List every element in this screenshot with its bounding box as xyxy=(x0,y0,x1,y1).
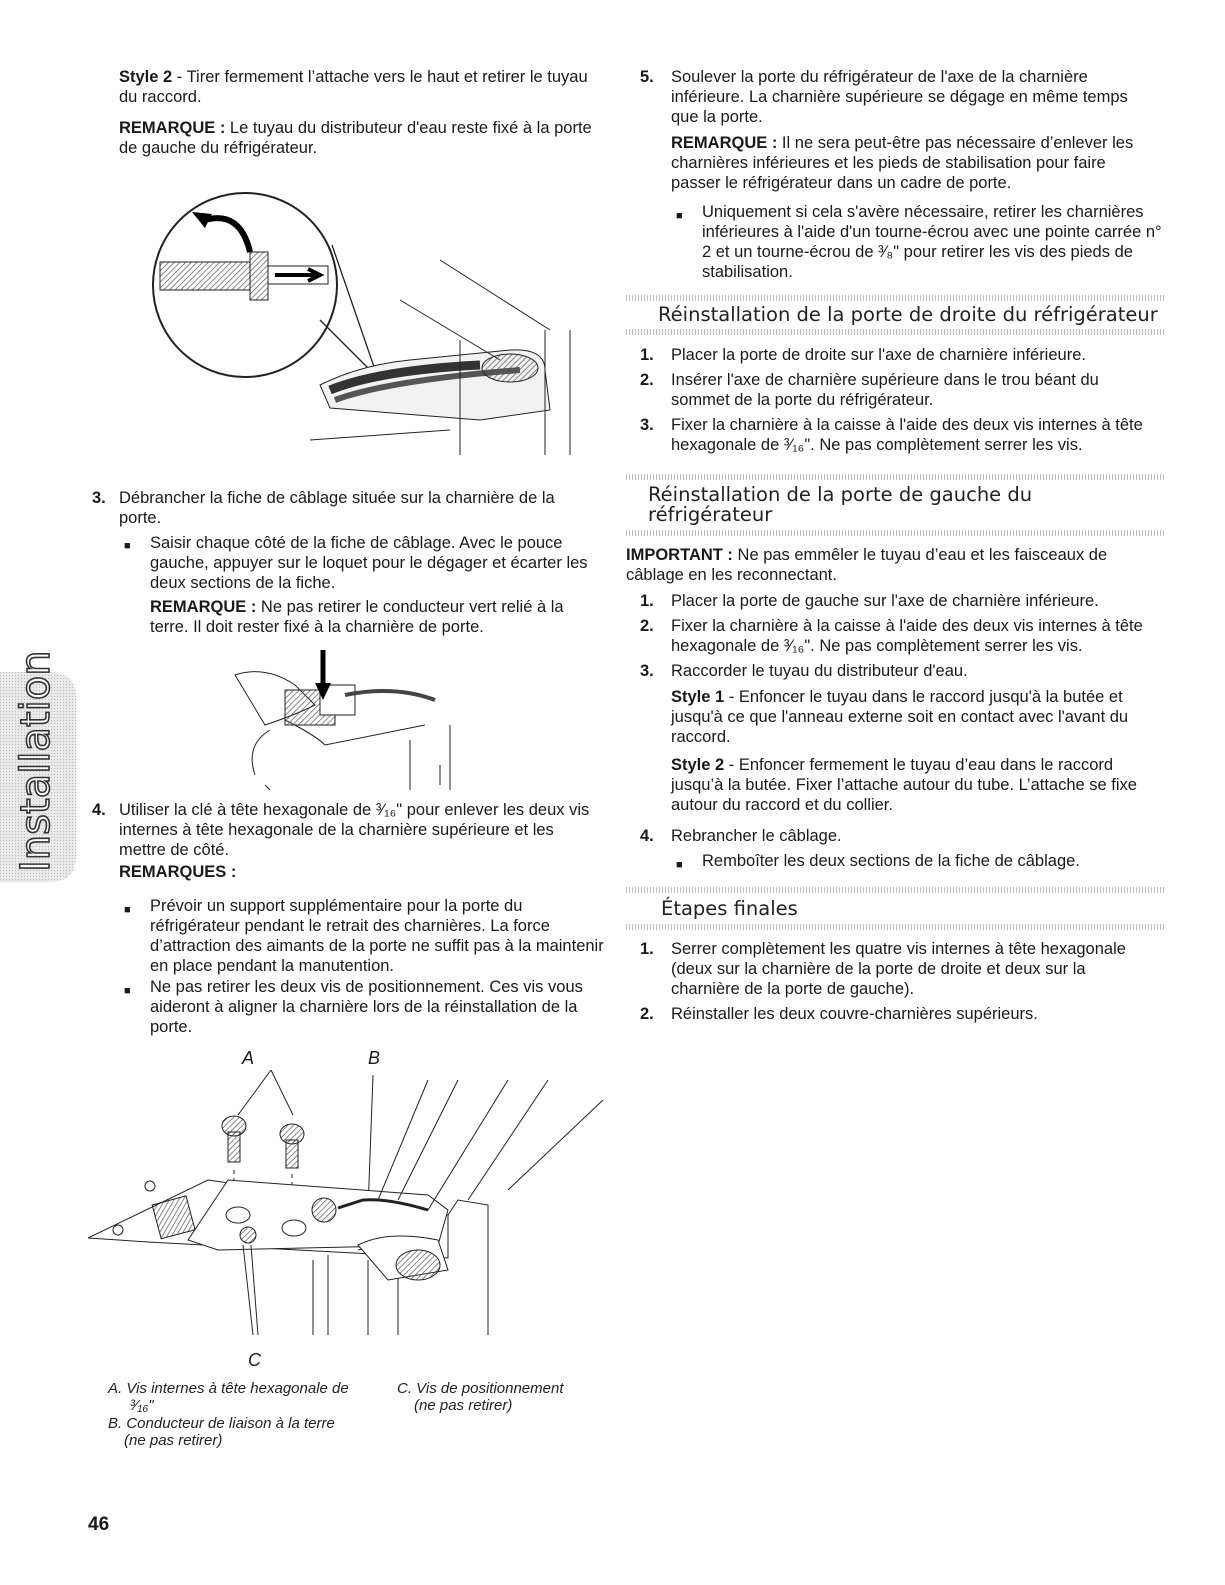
remark-bullet-screws: Ne pas retirer les deux vis de positionnement. Ces vis vous aideront à aligner la charnière lors de la réinstallation de la porte. xyxy=(150,978,583,1036)
page-number: 46 xyxy=(88,1514,110,1535)
final-step-1: Serrer complètement les quatre vis internes à tête hexagonale (deux sur la charnière de la porte de droite et deux sur la charnière de la porte de gauche). xyxy=(671,940,1126,998)
remark-paragraph: REMARQUE : Le tuyau du distributeur d'eau reste fixé à la porte de gauche du réfrigérateur. xyxy=(119,119,592,157)
step-4-bullet: Remboîter les deux sections de la fiche de câblage. xyxy=(702,852,1080,870)
caption-b-note: (ne pas retirer) xyxy=(124,1432,223,1449)
left-door-step-3: Raccorder le tuyau du distributeur d'eau. xyxy=(671,662,968,680)
step-number: 4. xyxy=(640,827,654,845)
wiring-plug-illustration xyxy=(225,645,475,790)
section-rule xyxy=(626,924,1166,930)
bullet-icon: ■ xyxy=(676,859,683,871)
caption-c-note: (ne pas retirer) xyxy=(414,1397,513,1414)
step-5-text: Soulever la porte du réfrigérateur de l'axe de la charnière inférieure. La charnière supérieure se dégage en même temps que la porte. xyxy=(671,68,1128,126)
right-door-step-1: Placer la porte de droite sur l'axe de charnière inférieure. xyxy=(671,346,1086,364)
step-number: 4. xyxy=(92,801,106,819)
left-door-step-2: Fixer la charnière à la caisse à l'aide des deux vis internes à tête hexagonale de ³⁄₁₆". Ne pas complètement serrer les vis. xyxy=(671,617,1143,655)
step-4-text: Utiliser la clé à tête hexagonale de ³⁄₁₆" pour enlever les deux vis internes à tête hexagonale de la charnière supérieure et les mettre de côté. xyxy=(119,801,590,859)
remarks-label: REMARQUES : xyxy=(119,863,237,881)
bullet-icon: ■ xyxy=(124,904,131,916)
heading-right-door: Réinstallation de la porte de droite du réfrigérateur xyxy=(658,303,1158,326)
heading-left-door: Réinstallation de la porte de gauche du xyxy=(648,483,1033,506)
step-number: 3. xyxy=(92,489,106,507)
caption-b: B. Conducteur de liaison à la terre xyxy=(108,1415,335,1432)
section-rule xyxy=(626,887,1166,893)
section-rule xyxy=(626,530,1166,536)
step-number: 2. xyxy=(640,617,654,635)
final-step-2: Réinstaller les deux couvre-charnières supérieurs. xyxy=(671,1005,1038,1023)
heading-final-steps: Étapes finales xyxy=(661,897,798,920)
figure-label-a: A xyxy=(242,1048,255,1068)
step-number: 2. xyxy=(640,371,654,389)
right-door-step-3: Fixer la charnière à la caisse à l'aide des deux vis internes à tête hexagonale de ³⁄₁₆". Ne pas complètement serrer les vis. xyxy=(671,416,1143,454)
step-5-remark: REMARQUE : Il ne sera peut-être pas nécessaire d’enlever les charnières inférieures et les pieds de stabilisation pour faire passer le réfrigérateur dans un cadre de porte. xyxy=(671,134,1134,192)
section-rule xyxy=(626,474,1166,480)
step-3-text: Débrancher la fiche de câblage située sur la charnière de la porte. xyxy=(119,489,555,527)
step-number: 1. xyxy=(640,346,654,364)
step-number: 5. xyxy=(640,68,654,86)
bullet-icon: ■ xyxy=(124,540,131,552)
left-door-step-1: Placer la porte de gauche sur l'axe de charnière inférieure. xyxy=(671,592,1099,610)
step-3-remark: REMARQUE : Ne pas retirer le conducteur vert relié à la terre. Il doit rester fixé à la charnière de porte. xyxy=(150,598,564,636)
step-number: 2. xyxy=(640,1005,654,1023)
side-tab-label: Installation xyxy=(13,650,59,872)
style1-paragraph: Style 1 - Enfoncer le tuyau dans le raccord jusqu'à la butée et jusqu'à ce que l'anneau externe soit en contact avec l'avant du raccord. xyxy=(671,688,1129,746)
bullet-icon: ■ xyxy=(676,210,683,222)
style2-paragraph: Style 2 - Tirer fermement l’attache vers le haut et retirer le tuyau du raccord. xyxy=(119,68,588,106)
section-side-tab xyxy=(0,650,76,882)
hinge-illustration xyxy=(88,1070,613,1345)
right-door-step-2: Insérer l'axe de charnière supérieure dans le trou béant du sommet de la porte du réfrigérateur. xyxy=(671,371,1099,409)
remark-bullet-support: Prévoir un support supplémentaire pour la porte du réfrigérateur pendant le retrait des charnières. La force d’attraction des aimants de la porte ne suffit pas à la maintenir en place pendant la manutention. xyxy=(150,897,604,975)
step-number: 3. xyxy=(640,416,654,434)
caption-a-size: ³⁄₁₆" xyxy=(130,1397,154,1414)
step-5-bullet: Uniquement si cela s'avère nécessaire, retirer les charnières inférieures à l'aide d'un tourne-écrou avec une pointe carrée n° 2 et un tourne-écrou de ³⁄₈" pour retirer les vis des pieds de stabilisation. xyxy=(702,203,1162,281)
figure-label-c: C xyxy=(248,1350,261,1370)
important-paragraph: IMPORTANT : Ne pas emmêler le tuyau d’eau et les faisceaux de câblage en les reconnectant. xyxy=(626,546,1108,584)
left-door-step-4: Rebrancher le câblage. xyxy=(671,827,842,845)
step-number: 1. xyxy=(640,592,654,610)
heading-left-door-line2: réfrigérateur xyxy=(648,503,773,526)
figure-label-b: B xyxy=(368,1048,381,1068)
step-number: 1. xyxy=(640,940,654,958)
style2-paragraph-right: Style 2 - Enfoncer fermement le tuyau d’eau dans le raccord jusqu’à la butée. Fixer l’attache autour du tube. L’attache se fixe autour du raccord et du collier. xyxy=(671,756,1137,814)
water-line-illustration xyxy=(150,190,590,465)
step-3-bullet: Saisir chaque côté de la fiche de câblage. Avec le pouce gauche, appuyer sur le loquet pour le dégager et écarter les deux sections de la fiche. xyxy=(150,534,588,592)
caption-c: C. Vis de positionnement xyxy=(397,1380,564,1397)
caption-a: A. Vis internes à tête hexagonale de xyxy=(108,1380,349,1397)
section-rule xyxy=(626,295,1166,301)
section-rule xyxy=(626,329,1166,335)
step-number: 3. xyxy=(640,662,654,680)
bullet-icon: ■ xyxy=(124,985,131,997)
